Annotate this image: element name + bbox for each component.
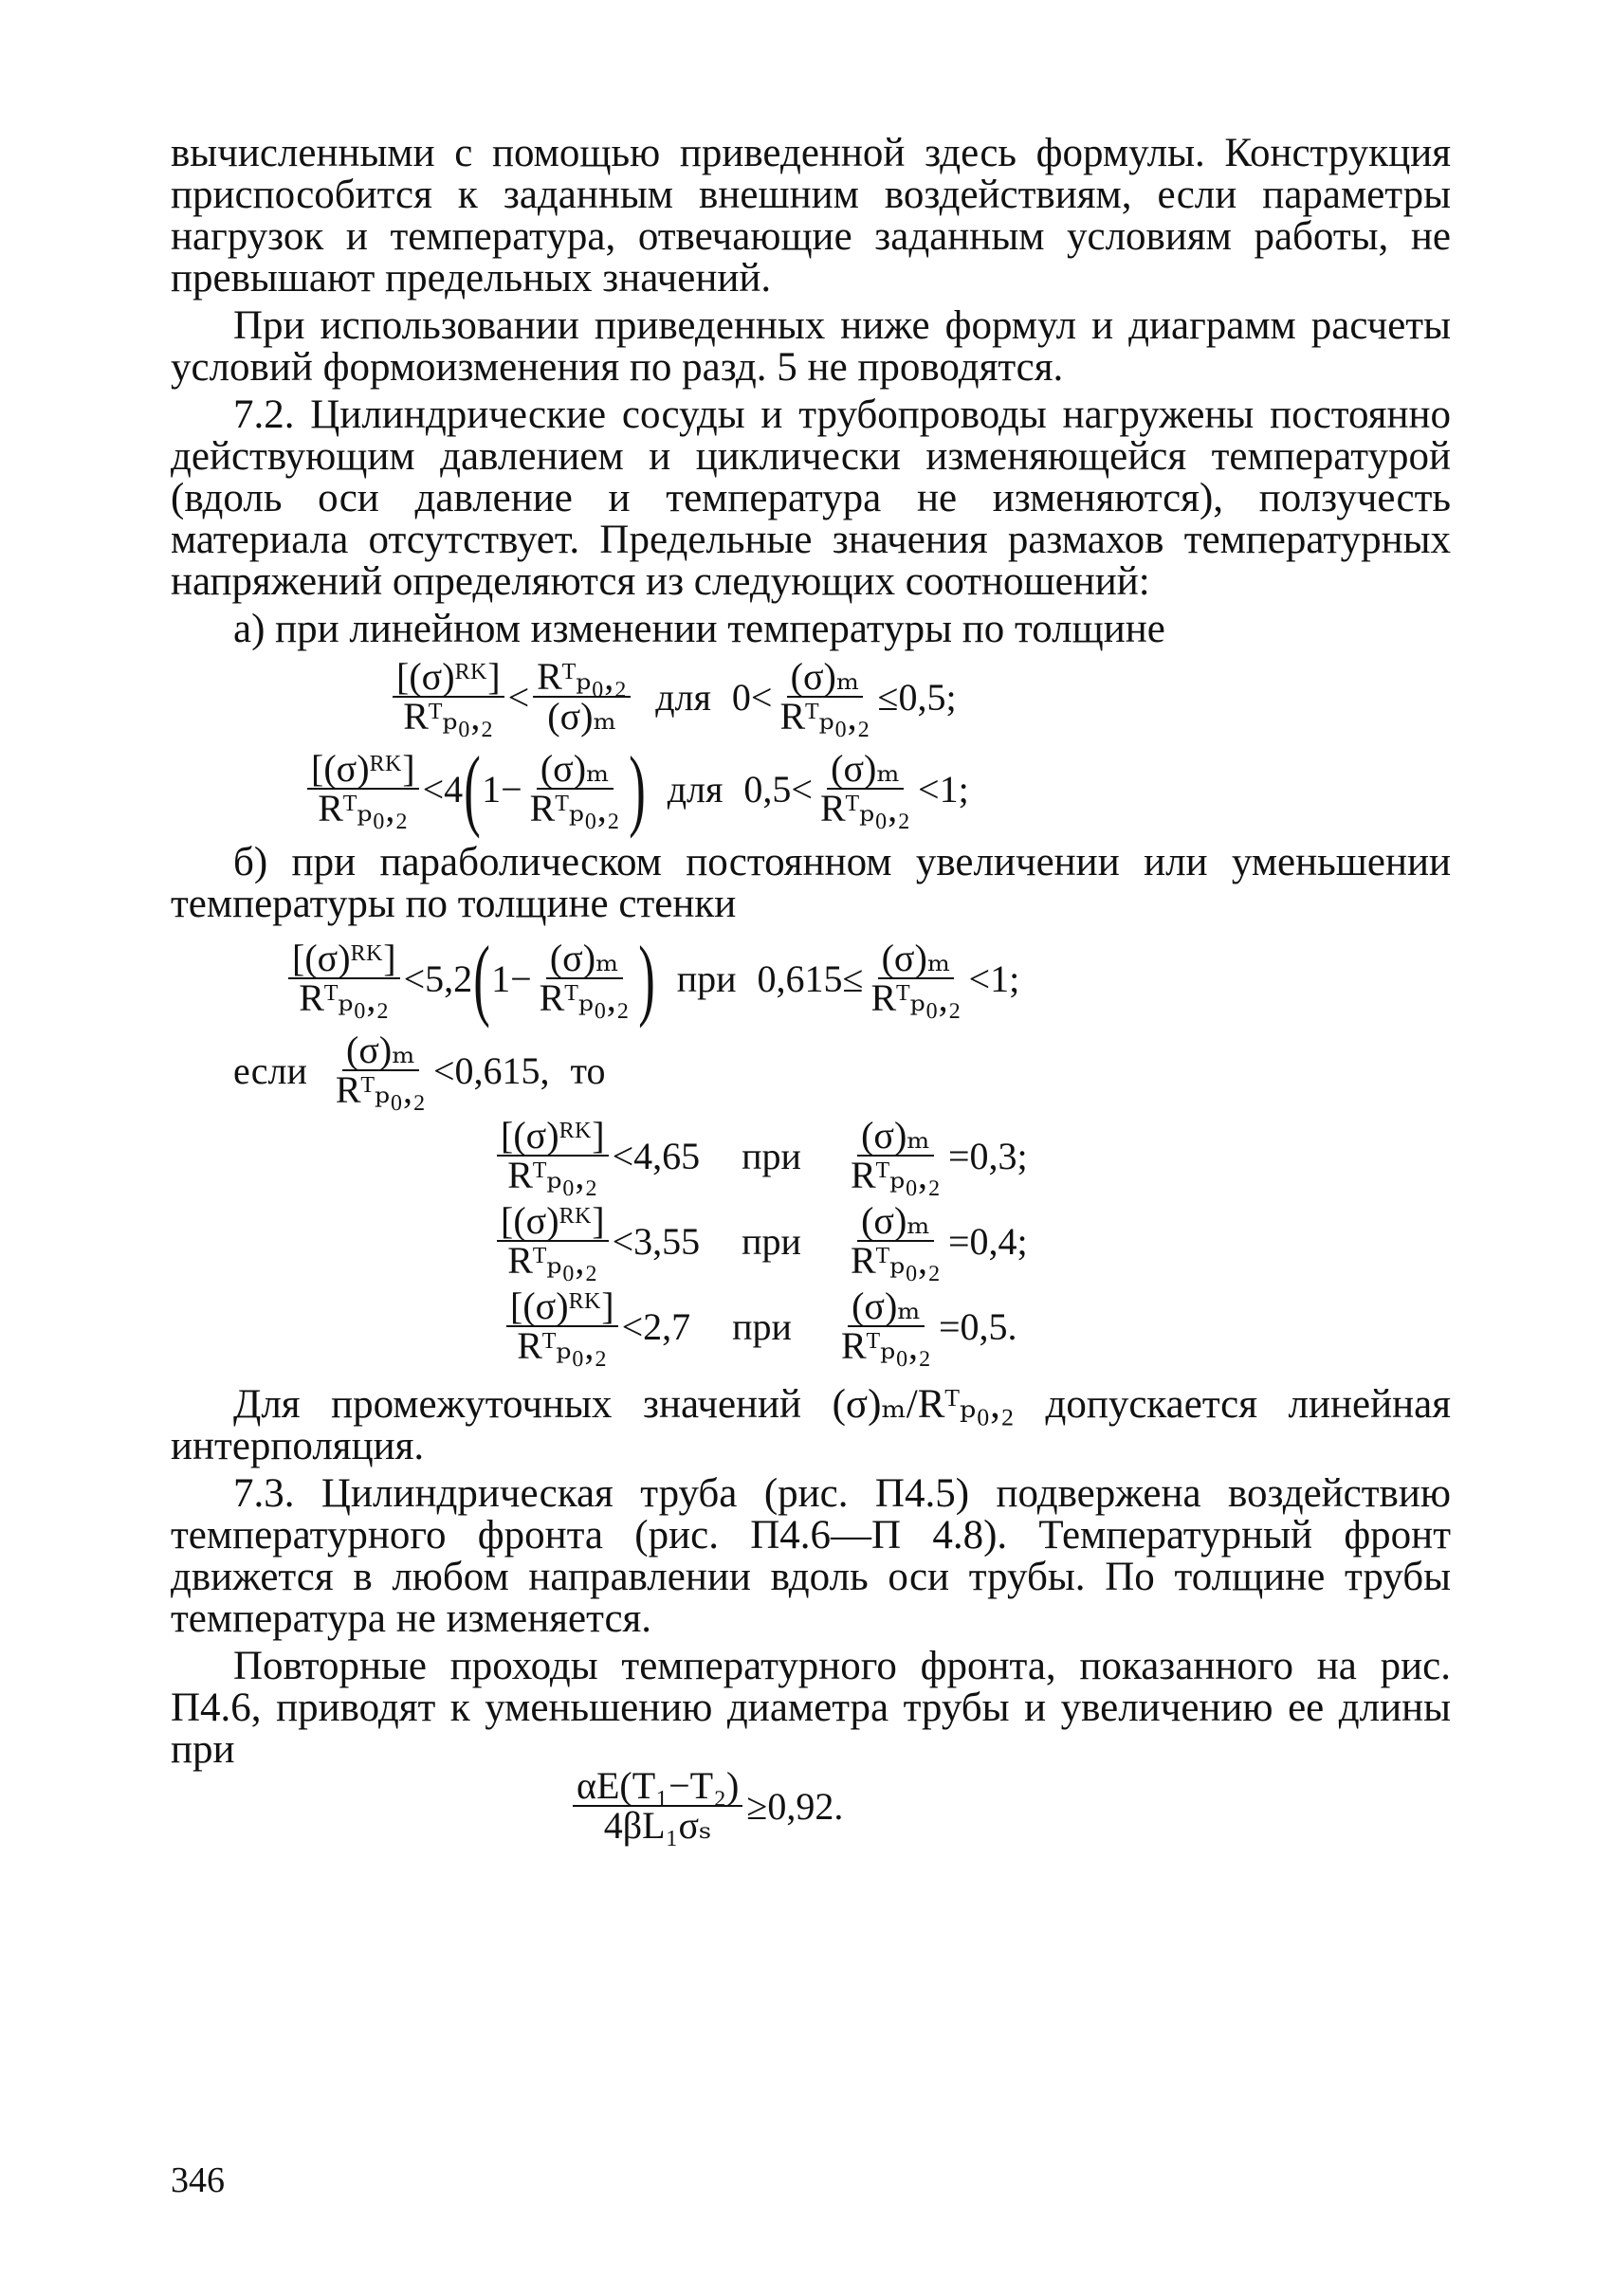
word-for: для	[655, 675, 711, 719]
numerator: [(σ)ᴿᴷ]	[393, 658, 504, 698]
ratio-value: =0,4;	[948, 1219, 1028, 1263]
left-paren: (	[464, 738, 481, 839]
paragraph-section-7-2: 7.2. Цилиндрические сосуды и трубопроводы нагружены постоянно действующим давлением и циклически изменяющейся температурой (вдоль оси давление и температура не изменяются), ползучесть материала отсутствует. Предельные значения размахов температурных напряжений определяются из следующих соотношений:	[171, 392, 1451, 604]
numerator: [(σ)ᴿᴷ]	[288, 939, 400, 979]
fraction	[307, 747, 419, 829]
ratio-value: =0,3;	[948, 1134, 1028, 1177]
fraction	[497, 1114, 609, 1196]
denominator: Rᵀₚ₀,₂	[840, 1324, 931, 1367]
coefficient: <4	[422, 767, 464, 811]
fraction	[332, 1031, 430, 1109]
coefficient: <5,2	[403, 957, 473, 1000]
denominator: Rᵀₚ₀,₂	[850, 1154, 941, 1196]
fraction	[847, 1199, 944, 1282]
denominator: Rᵀₚ₀,₂	[507, 1239, 598, 1282]
denominator: Rᵀₚ₀,₂	[539, 976, 630, 1019]
numerator: [(σ)ᴿᴷ]	[506, 1287, 618, 1327]
lower-bound: 0,5<	[743, 767, 813, 811]
item-a: а) при линейном изменении температуры по толщине	[233, 607, 1165, 651]
condition-value: <0,615,	[432, 1048, 550, 1092]
upper-bound: ≤0,5;	[877, 675, 957, 719]
denominator: Rᵀₚ₀,₂	[850, 1239, 941, 1282]
formula-1	[389, 655, 1451, 738]
one: 1	[482, 767, 502, 811]
fraction	[288, 939, 400, 1017]
fraction	[533, 655, 631, 738]
denominator: (σ)ₘ	[547, 695, 617, 738]
denominator: Rᵀₚ₀,₂	[318, 787, 409, 829]
minus: −	[510, 957, 532, 1000]
denominator: Rᵀₚ₀,₂	[517, 1324, 608, 1367]
numerator: [(σ)ᴿᴷ]	[497, 1117, 609, 1157]
one: 1	[491, 957, 511, 1000]
numerator: (σ)ₘ	[857, 1202, 934, 1242]
fraction	[526, 747, 624, 829]
formula-3	[284, 927, 1451, 1029]
paragraph-last: Повторные проходы температурного фронта, показанного на рис. П4.6, приводят к уменьшению диаметра трубы и увеличению ее длины при	[171, 1644, 1451, 1772]
fraction	[776, 655, 873, 738]
numerator: Rᵀₚ₀,₂	[533, 658, 631, 698]
fraction	[536, 939, 633, 1017]
numerator: (σ)ₘ	[878, 939, 955, 979]
condition-line	[233, 1031, 1451, 1109]
paragraph-1: вычисленными с помощью приведенной здесь формулы. Конструкция приспособится к заданным внешним воздействиям, если параметры нагрузок и температура, отвечающие заданным условиям работы, не превышают предельных значений.	[171, 131, 1451, 301]
lower-bound: 0,615≤	[757, 957, 864, 1000]
upper-bound: <1;	[968, 957, 1020, 1000]
denominator: Rᵀₚ₀,₂	[819, 787, 911, 829]
numerator: αE(T₁−T₂)	[573, 1767, 742, 1807]
formula-5	[493, 1199, 1451, 1282]
upper-bound: <1;	[918, 767, 969, 811]
denominator: Rᵀₚ₀,₂	[335, 1068, 426, 1111]
fraction	[497, 1199, 609, 1282]
limit-value: <3,55	[612, 1219, 701, 1263]
numerator: (σ)ₘ	[827, 750, 904, 790]
paragraph-2: При использовании приведенных ниже формул и диаграмм расчеты условий формоизменения по разд. 5 не проводятся.	[171, 303, 1451, 390]
fraction	[847, 1114, 944, 1196]
denominator: Rᵀₚ₀,₂	[403, 695, 494, 738]
fraction	[816, 747, 914, 829]
minus: −	[501, 767, 522, 811]
numerator: (σ)ₘ	[537, 750, 614, 790]
right-paren: )	[628, 738, 646, 839]
numerator: [(σ)ᴿᴷ]	[497, 1202, 609, 1242]
fraction	[867, 939, 964, 1017]
word-when: при	[742, 1134, 801, 1177]
denominator: Rᵀₚ₀,₂	[299, 976, 390, 1019]
limit-value: <4,65	[612, 1134, 701, 1177]
operator: <	[507, 675, 530, 719]
numerator: [(σ)ᴿᴷ]	[307, 750, 419, 790]
word-when: при	[732, 1304, 792, 1348]
fraction	[573, 1764, 742, 1847]
word-when: при	[676, 957, 737, 1000]
paragraph-section-7-3: 7.3. Цилиндрическая труба (рис. П4.5) подвержена воздействию температурного фронта (рис. П4.6—П 4.8). Температурный фронт движется в любом направлении вдоль оси трубы. По толщине трубы температура не изменяется.	[171, 1471, 1451, 1641]
page-body	[171, 133, 1451, 1852]
formula-4	[493, 1114, 1451, 1196]
formula-7	[569, 1764, 1451, 1847]
page-number: 346	[171, 2160, 225, 2200]
lower-bound: 0<	[731, 675, 773, 719]
ratio-value: =0,5.	[939, 1304, 1017, 1348]
word-if: если	[233, 1048, 307, 1092]
numerator: (σ)ₘ	[787, 658, 864, 698]
numerator: (σ)ₘ	[857, 1117, 934, 1157]
limit-value: ≥0,92.	[746, 1784, 844, 1828]
denominator: Rᵀₚ₀,₂	[529, 787, 620, 829]
word-then: то	[570, 1048, 606, 1092]
word-for: для	[667, 767, 724, 811]
left-paren: (	[473, 927, 490, 1029]
limit-value: <2,7	[621, 1304, 691, 1348]
paragraph-interpolation: Для промежуточных значений (σ)ₘ/Rᵀₚ₀,₂ допускается линейная интерполяция.	[171, 1382, 1451, 1468]
fraction	[393, 655, 504, 738]
formula-6	[503, 1287, 1451, 1365]
formula-2	[303, 738, 1451, 839]
fraction	[837, 1287, 935, 1365]
denominator: Rᵀₚ₀,₂	[779, 695, 870, 738]
numerator: (σ)ₘ	[546, 939, 623, 979]
numerator: (σ)ₘ	[342, 1031, 419, 1071]
item-b: б) при параболическом постоянном увеличении или уменьшении температуры по толщине стенки	[171, 840, 1451, 926]
right-paren: )	[637, 927, 655, 1029]
denominator: Rᵀₚ₀,₂	[870, 976, 962, 1019]
fraction	[506, 1287, 618, 1365]
numerator: (σ)ₘ	[848, 1287, 925, 1327]
denominator: 4βL₁σₛ	[603, 1804, 712, 1847]
word-when: при	[742, 1219, 801, 1263]
denominator: Rᵀₚ₀,₂	[507, 1154, 598, 1196]
